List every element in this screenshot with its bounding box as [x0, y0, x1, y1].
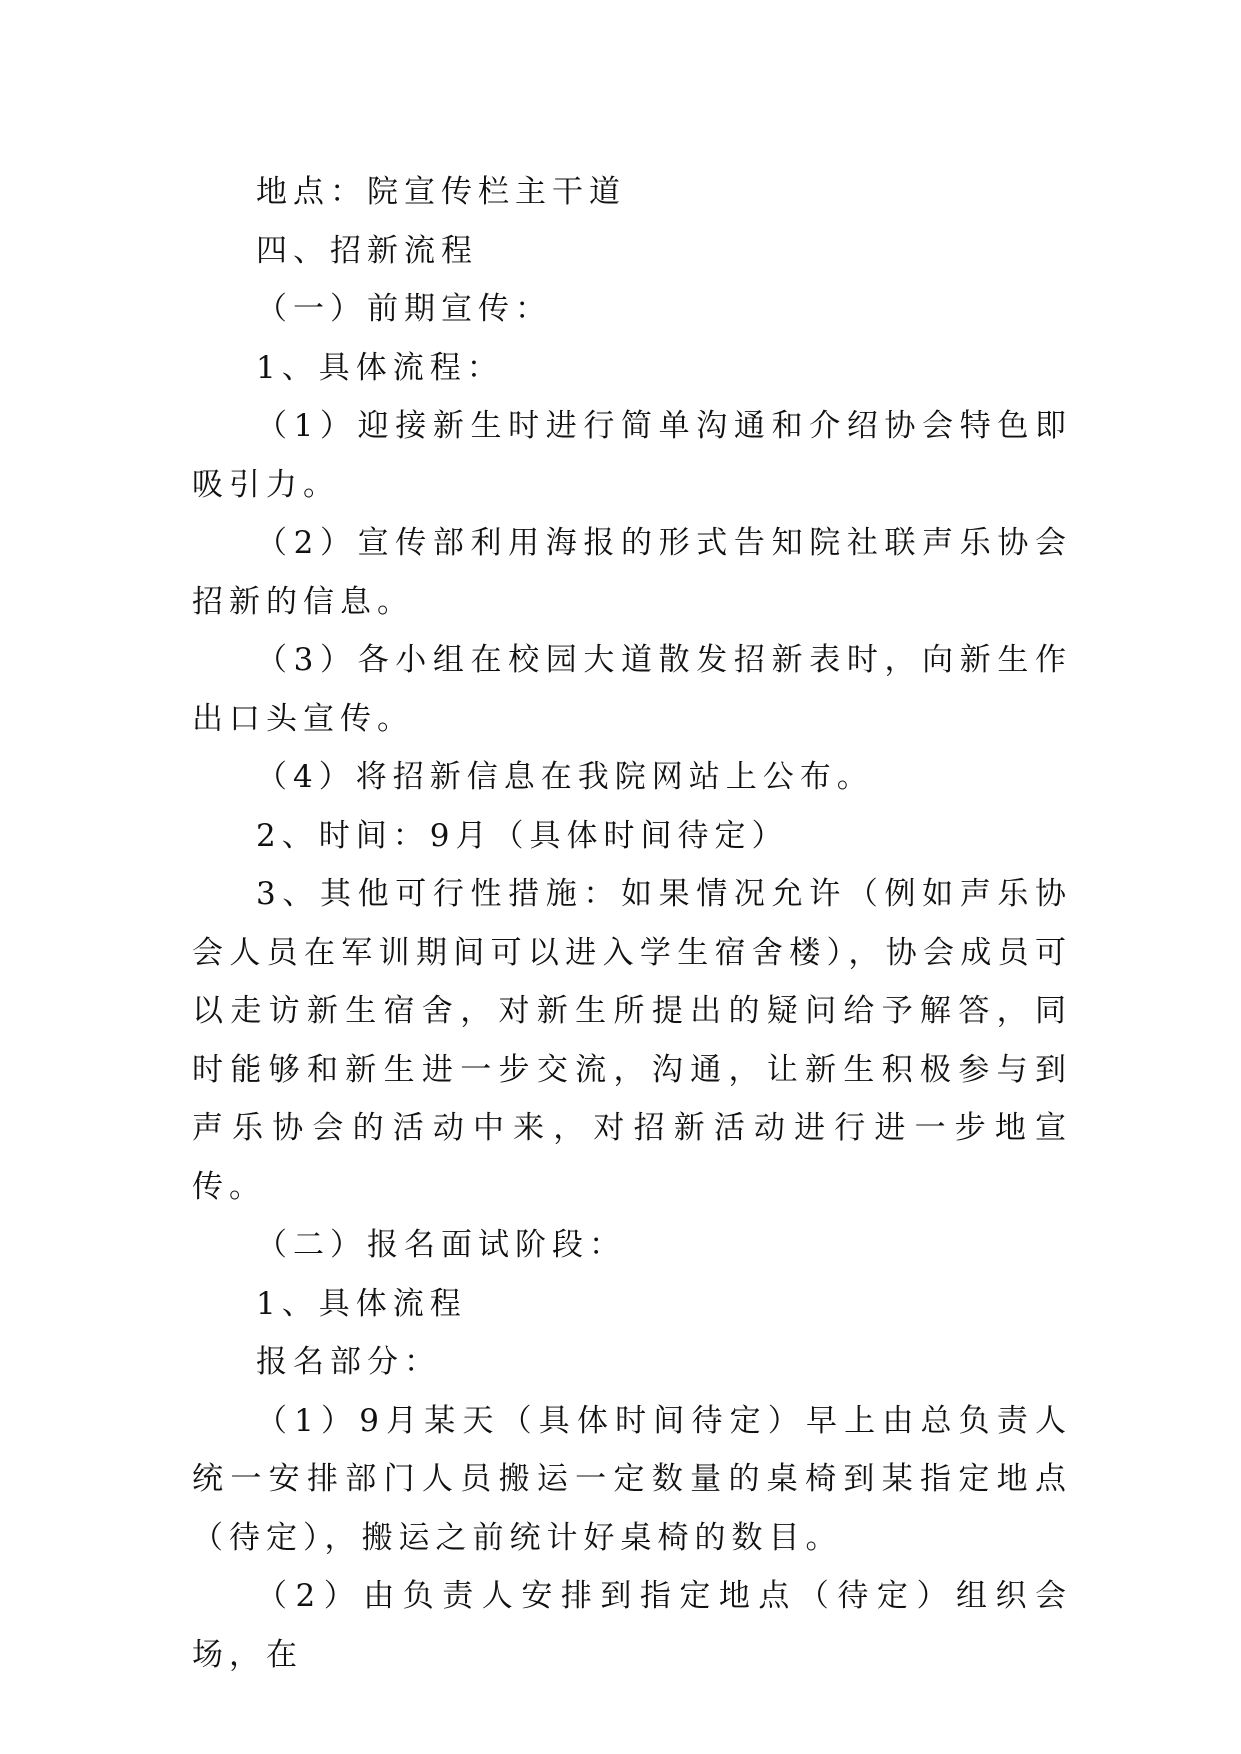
paragraph-item-3: （3）各小组在校园大道散发招新表时，向新生作出口头宣传。 — [192, 642, 1072, 737]
document-body — [192, 163, 1072, 1684]
list-heading-process: 1、具体流程： — [256, 349, 504, 386]
label-registration-part: 报名部分： — [256, 1344, 441, 1380]
paragraph-other-measures: 3、其他可行性措施：如果情况允许（例如声乐协会人员在军训期间可以进入学生宿舍楼），协会成员可以走访新生宿舍，对新生所提出的疑问给予解答，同时能够和新生进一步交流，沟通，让新生积极参与到声乐协会的活动中来，对招新活动进行进一步地宣传。 — [192, 876, 1072, 1205]
paragraph-registration-item-2: （2）由负责人安排到指定地点（待定）组织会场，在 — [192, 1578, 1072, 1673]
paragraph-time: 2、时间：9月（具体时间待定） — [256, 817, 789, 854]
list-heading-process-2: 1、具体流程 — [256, 1285, 467, 1322]
paragraph-item-4: （4）将招新信息在我院网站上公布。 — [256, 759, 874, 795]
subheading-registration: （二）报名面试阶段： — [256, 1227, 626, 1263]
subheading-publicity: （一）前期宣传： — [256, 291, 552, 327]
paragraph-registration-item-1: （1）9月某天（具体时间待定）早上由总负责人统一安排部门人员搬运一定数量的桌椅到某指定地点（待定），搬运之前统计好桌椅的数目。 — [192, 1402, 1072, 1556]
paragraph-item-1: （1）迎接新生时进行简单沟通和介绍协会特色即吸引力。 — [192, 408, 1072, 503]
heading-section-four: 四、招新流程 — [256, 232, 478, 269]
paragraph-item-2: （2）宣传部利用海报的形式告知院社联声乐协会招新的信息。 — [192, 525, 1072, 620]
paragraph-location: 地点：院宣传栏主干道 — [256, 174, 626, 210]
